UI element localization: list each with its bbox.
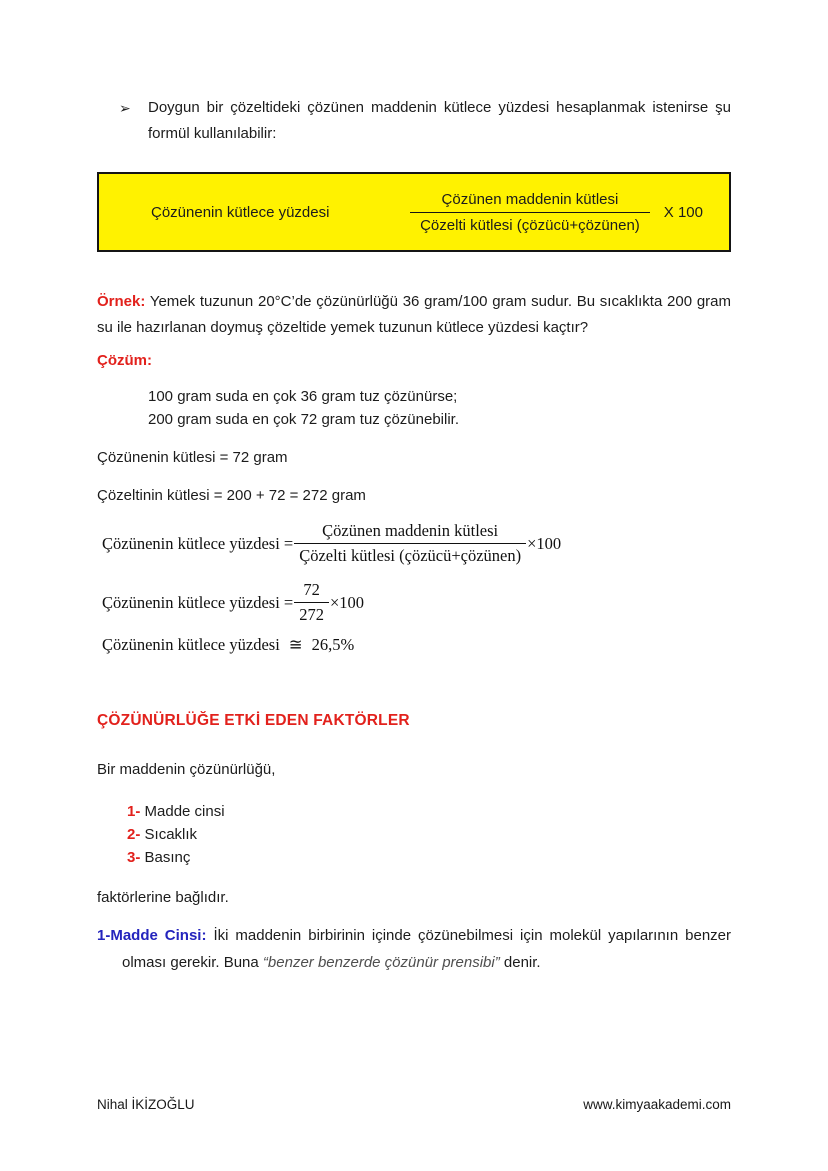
equation-lhs: Çözünenin kütlece yüzdesi = <box>102 592 294 612</box>
intro-text: Doygun bir çözeltideki çözünen maddenin kütlece yüzdesi hesaplanmak istenirse şu formül kullanılabilir: <box>148 99 731 142</box>
approx-equal-symbol: ≅ <box>288 635 303 654</box>
list-item-label: Madde cinsi <box>144 803 225 820</box>
list-item <box>127 846 731 869</box>
subsection-quote: “benzer benzerde çözünür prensibi” <box>262 953 500 971</box>
list-item-number: 1- <box>127 803 141 820</box>
proportion-block <box>97 385 731 431</box>
solution-label: Çözüm: <box>97 352 152 369</box>
footer-author: Nihal İKİZOĞLU <box>97 1097 195 1112</box>
example-label: Örnek: <box>97 293 146 310</box>
solution-mass-line: Çözeltinin kütlesi = 200 + 72 = 272 gram <box>97 487 366 504</box>
factors-list <box>97 800 731 869</box>
equation-substitution <box>97 580 731 625</box>
list-item-number: 3- <box>127 849 141 866</box>
formula-box-label: Çözünenin kütlece yüzdesi <box>151 203 330 221</box>
example-paragraph <box>97 289 731 341</box>
list-item-number: 2- <box>127 826 141 843</box>
equation-denominator: Çözelti kütlesi (çözücü+çözünen) <box>299 546 522 565</box>
factors-intro: Bir maddenin çözünürlüğü, <box>97 761 276 778</box>
equation-lhs: Çözünenin kütlece yüzdesi <box>102 635 280 654</box>
equation-formula <box>97 521 731 566</box>
section-heading: ÇÖZÜNÜRLÜĞE ETKİ EDEN FAKTÖRLER <box>97 712 410 729</box>
subsection-text: İki maddenin birbirinin içinde çözünebilmesi için molekül yapılarının benzer olması gerekir. Buna <box>122 927 731 971</box>
equation-fraction <box>294 521 526 566</box>
equation-lhs: Çözünenin kütlece yüzdesi = <box>102 533 294 553</box>
formula-box <box>97 172 731 252</box>
factors-outro: faktörlerine bağlıdır. <box>97 889 229 906</box>
solute-mass-line: Çözünenin kütlesi = 72 gram <box>97 449 288 466</box>
fraction-numerator: Çözünen maddenin kütlesi <box>410 191 650 213</box>
page-footer <box>97 1097 731 1112</box>
subsection-label: 1-Madde Cinsi: <box>97 927 207 944</box>
proportion-line-1: 100 gram suda en çok 36 gram tuz çözünürse; <box>148 388 458 405</box>
list-item <box>127 823 731 846</box>
list-item-label: Sıcaklık <box>144 826 198 843</box>
equation-numerator: 72 <box>294 580 329 603</box>
equation-fraction <box>294 580 329 625</box>
subsection-paragraph <box>97 923 731 976</box>
example-text: Yemek tuzunun 20°C’de çözünürlüğü 36 gram/100 gram sudur. Bu sıcaklıkta 200 gram su ile hazırlanan doymuş çözeltide yemek tuzunun kütlece yüzdesi kaçtır? <box>97 293 731 336</box>
equation-numerator: Çözünen maddenin kütlesi <box>294 521 526 544</box>
list-item-label: Basınç <box>144 849 191 866</box>
equation-multiplier: ×100 <box>329 592 365 612</box>
equation-result-value: 26,5% <box>311 635 355 654</box>
intro-paragraph <box>97 95 731 147</box>
equation-result <box>97 635 731 655</box>
fraction-denominator: Çözelti kütlesi (çözücü+çözünen) <box>420 216 640 234</box>
equation-denominator: 272 <box>299 605 324 624</box>
subsection-text-after: denir. <box>503 953 541 971</box>
formula-box-fraction <box>410 191 650 234</box>
proportion-line-2: 200 gram suda en çok 72 gram tuz çözünebilir. <box>148 411 460 428</box>
arrow-bullet-icon: ➢ <box>119 100 131 116</box>
list-item <box>127 800 731 823</box>
footer-website: www.kimyaakademi.com <box>583 1097 731 1112</box>
equation-multiplier: ×100 <box>527 533 562 553</box>
formula-box-multiplier: X 100 <box>663 203 703 221</box>
